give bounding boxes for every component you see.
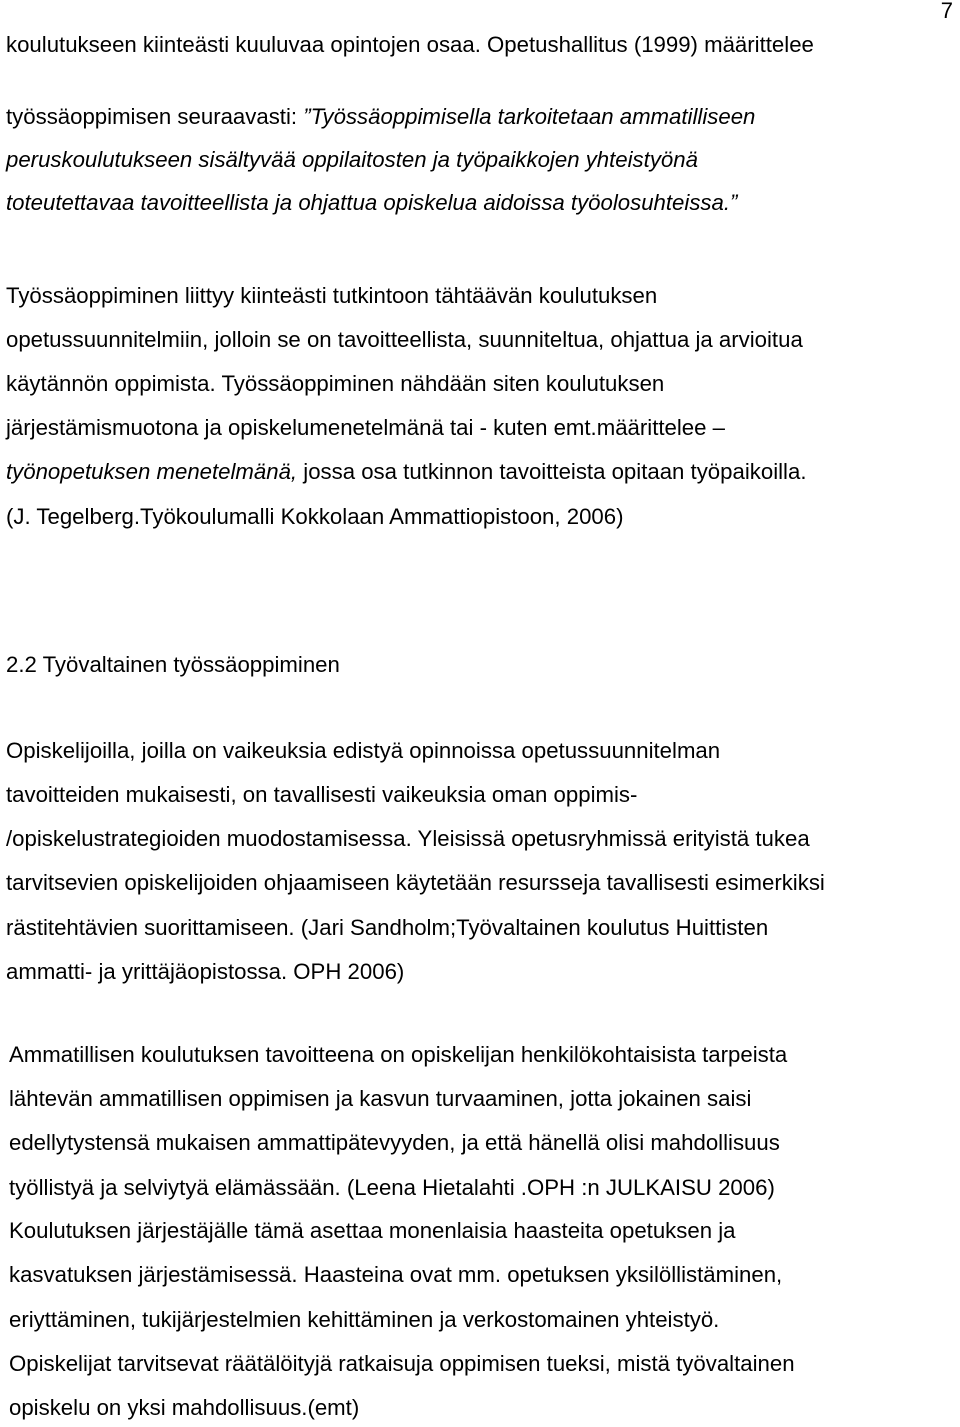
page-number: 7: [940, 0, 953, 23]
text-line: käytännön oppimista. Työssäoppiminen nähdään siten koulutuksen: [6, 371, 665, 396]
text-line: Opiskelijat tarvitsevat räätälöityjä ratkaisuja oppimisen tueksi, mistä työvaltainen: [9, 1351, 795, 1376]
text-line: lähtevän ammatillisen oppimisen ja kasvun turvaaminen, jotta jokainen saisi: [9, 1086, 752, 1111]
quote-line: peruskoulutukseen sisältyvää oppilaitosten ja työpaikkojen yhteistyönä: [6, 147, 698, 172]
text-line: rästitehtävien suorittamiseen. (Jari Sandholm;Työvaltainen koulutus Huittisten: [6, 915, 769, 940]
text-line: edellytystensä mukaisen ammattipätevyyden, ja että hänellä olisi mahdollisuus: [9, 1130, 780, 1155]
quote-line: toteutettavaa tavoitteellista ja ohjattua opiskelua aidoissa työolosuhteissa.”: [6, 190, 738, 215]
text-span: jossa osa tutkinnon tavoitteista opitaan työpaikoilla.: [297, 459, 807, 484]
text-line: kasvatuksen järjestämisessä. Haasteina ovat mm. opetuksen yksilöllistäminen,: [9, 1262, 783, 1287]
text-line: työllistyä ja selviytyä elämässään. (Leena Hietalahti .OPH :n JULKAISU 2006): [9, 1175, 775, 1200]
text-line: tavoitteiden mukaisesti, on tavallisesti vaikeuksia oman oppimis-: [6, 782, 638, 807]
text-line: Työssäoppiminen liittyy kiinteästi tutkintoon tähtäävän koulutuksen: [6, 283, 658, 308]
text-line: Koulutuksen järjestäjälle tämä asettaa monenlaisia haasteita opetuksen ja: [9, 1218, 736, 1243]
section-heading: 2.2 Työvaltainen työssäoppiminen: [6, 652, 340, 677]
citation-line: (J. Tegelberg.Työkoulumalli Kokkolaan Ammattiopistoon, 2006): [6, 504, 624, 529]
text-line: Opiskelijoilla, joilla on vaikeuksia edistyä opinnoissa opetussuunnitelman: [6, 738, 721, 763]
text-line: eriyttäminen, tukijärjestelmien kehittäminen ja verkostomainen yhteistyö.: [9, 1307, 720, 1332]
text-line: opetussuunnitelmiin, jolloin se on tavoitteellista, suunniteltua, ohjattua ja arvioitua: [6, 327, 803, 352]
text-line: [6, 461, 807, 483]
text-line: Ammatillisen koulutuksen tavoitteena on opiskelijan henkilökohtaisista tarpeista: [9, 1042, 788, 1067]
citation-line: ammatti- ja yrittäjäopistossa. OPH 2006): [6, 959, 405, 984]
text-line: järjestämismuotona ja opiskelumenetelmänä tai - kuten emt.määrittelee –: [6, 415, 725, 440]
text-line: opiskelu on yksi mahdollisuus.(emt): [9, 1395, 360, 1420]
text-line: /opiskelustrategioiden muodostamisessa. Yleisissä opetusryhmissä erityistä tukea: [6, 826, 810, 851]
text-span: työssäoppimisen seuraavasti:: [6, 104, 304, 129]
text-line: tarvitsevien opiskelijoiden ohjaamiseen käytetään resursseja tavallisesti esimerkiksi: [6, 870, 825, 895]
text-line: [6, 106, 755, 128]
quote-span: ”Työssäoppimisella tarkoitetaan ammatilliseen: [303, 104, 756, 129]
text-line: koulutukseen kiinteästi kuuluvaa opintojen osaa. Opetushallitus (1999) määrittelee: [6, 32, 814, 57]
italic-span: työnopetuksen menetelmänä,: [6, 459, 298, 484]
